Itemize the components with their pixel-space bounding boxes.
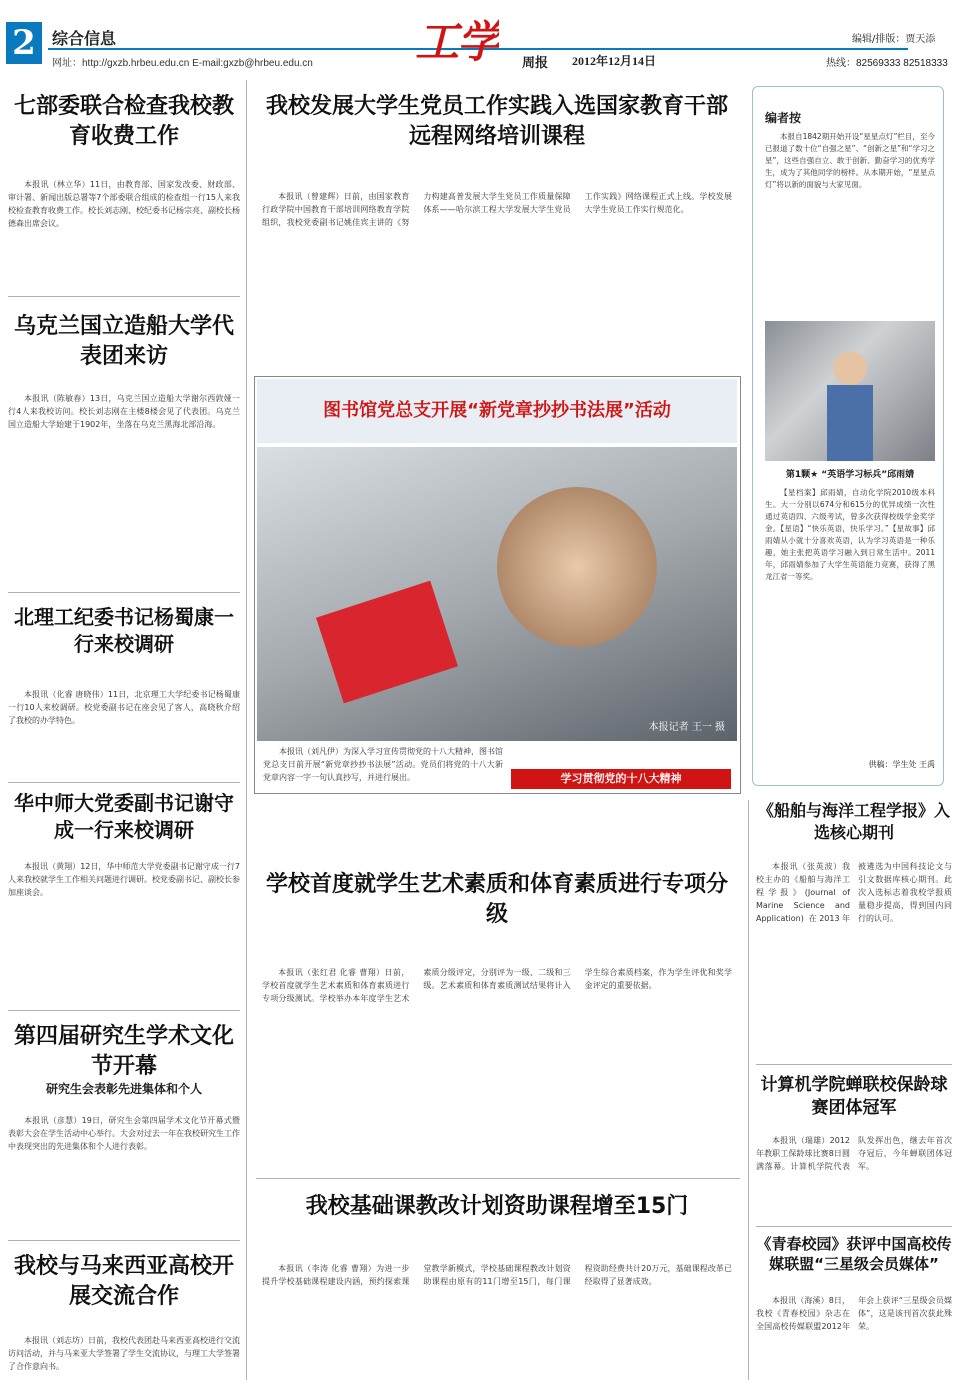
article-title[interactable]: 七部委联合检查我校教育收费工作 (13, 94, 234, 149)
divider (756, 1064, 952, 1065)
student-figure (833, 351, 867, 385)
section-title: 综合信息 (52, 29, 117, 48)
sidebar-intro: 本报自1842期开始开设“星星点灯”栏目，至今已报道了数十位“自强之星”、“创新之星”和“学习之星”，这些自强自立、敢于创新、勤奋学习的优秀学生，成为了其他同学的榜样。从本期开始，“星星点灯”将以新的面貌与大家见面。 (765, 132, 935, 189)
red-booklet (316, 581, 458, 704)
article-subtitle: 研究生会表彰先进集体和个人 (45, 1082, 202, 1096)
article-title[interactable]: 华中师大党委副书记谢守成一行来校调研 (14, 791, 234, 842)
article-title[interactable]: 我校基础课教改计划资助课程增至15门 (305, 1194, 689, 1219)
website-line[interactable]: 网址：http://gxzb.hrbeu.edu.cn E-mail:gxzb@hrbeu.edu.cn (52, 58, 313, 69)
photo-story-banner: 图书馆党总支开展“新党章抄抄书法展”活动 (257, 379, 737, 443)
divider (8, 1240, 240, 1241)
issue-date: 2012年12月14日 (572, 54, 657, 68)
contributor: 供稿：学生处 王禹 (868, 760, 935, 769)
article-title[interactable]: 我校发展大学生党员工作实践入选国家教育干部远程网络培训课程 (265, 94, 728, 149)
divider (8, 782, 240, 783)
article-title[interactable]: 我校与马来西亚高校开展交流合作 (13, 1254, 234, 1309)
photo-story-box (254, 376, 741, 794)
article-body: 本报讯（张红君 化睿 曹翔）日前，学校首度就学生艺术素质和体育素质进行专项分级测试。学校举办本年度学生艺术素质分级评定，分别评为一级、二级和三级。艺术素质和体育素质测试结果将计入学生综合素质档案，作为学生评优和奖学金评定的重要依据。 (262, 968, 732, 1003)
article-body: 本报讯（张英波）我校主办的《船舶与海洋工程学报》(Journal of Marine Science and Application) 在2013年被遴选为中国科技论文与引文数据库核心期刊。此次入选标志着我校学报质量稳步提高，得到国内同行的认可。 (756, 862, 952, 923)
divider (756, 1226, 952, 1227)
article-title[interactable]: 北理工纪委书记杨蜀康一行来校调研 (14, 605, 234, 656)
person-face (497, 487, 657, 647)
divider (8, 1010, 240, 1011)
newspaper-logo: 工学 (415, 17, 499, 68)
student-figure (827, 385, 873, 461)
article-title[interactable]: 学校首度就学生艺术素质和体育素质进行专项分级 (265, 872, 728, 927)
photo-credit: 本报记者 王一 摄 (648, 722, 725, 733)
article-title[interactable]: 《青春校园》获评中国高校传媒联盟“三星级会员媒体” (756, 1235, 952, 1274)
star-profile-box (752, 86, 944, 786)
article-title[interactable]: 《船舶与海洋工程学报》入选核心期刊 (757, 801, 950, 842)
profile-title: 第1颗★ “英语学习标兵”邱雨婧 (785, 470, 915, 480)
article-body: 本报讯（曾建辉）日前，由国家教育行政学院中国教育干部培训网络教育学院组织，我校党委副书记姚佳宾主讲的《努力构建高普发展大学生党员工作质量保障体系——哈尔滨工程大学发展大学生党员工作实践》网络课程正式上线。学校发展大学生党员工作实行规范化。 (262, 192, 732, 227)
sidebar-heading: 编者按 (765, 111, 802, 125)
article-body: 本报讯（李涛 化睿 曹翔）为进一步提升学校基础课程建设内涵，预约探索课堂教学新模式，学校基础课程教改计划资助课程由原有的11门增至15门，每门课程资助经费共计20万元，基础课程改革已经取得了显著成效。 (262, 1264, 732, 1286)
hotline: 热线：82569333 82518333 (826, 58, 948, 69)
campaign-tag: 学习贯彻党的十八大精神 (511, 769, 731, 789)
article-body: 本报讯（彦慧）19日，研究生会第四届学术文化节开幕式暨表彰大会在学生活动中心举行。大会对过去一年在我校研究生工作中表现突出的先进集体和个人进行表彰。 (8, 1116, 240, 1151)
divider (8, 296, 240, 297)
article-body: 本报讯（林立华）11日，由教育部、国家发改委、财政部、审计署、新闻出版总署等7个部委联合组成的检查组一行15人来我校检查教育收费工作。校长刘志刚、校纪委书记杨宗亮、副校长杨德森出席会议。 (8, 180, 240, 228)
article-body: 本报讯（陈敏春）13日，乌克兰国立造船大学谢尔西敦娅一行4人来我校访问。校长刘志刚在主楼8楼会见了代表团。乌克兰国立造船大学始建于1902年，坐落在乌克兰黑海北部沿海。 (8, 394, 240, 429)
article-body: 本报讯（海溪）8日，我校《青春校园》杂志在全国高校传媒联盟2012年年会上获评“三星级会员媒体”，这是该刊首次获此殊荣。 (756, 1296, 952, 1331)
photo-caption: 本报讯（刘凡伊）为深入学习宣传贯彻党的十八大精神，图书馆党总支日前开展“新党章抄抄书法展”活动。党员们将党的十八大新党章内容一字一句认真抄写，并进行展出。 (263, 747, 503, 782)
profile-body: 【星档案】邱雨婧，自动化学院2010级本科生。大一分别以674分和615分的优异成绩一次性通过英语四、六级考试，曾多次获得校级学金奖学金。【星语】“快乐英语，快乐学习。”【星故事】邱雨婧从小就十分喜欢英语，认为学习英语是一种乐趣，她主张把英语学习融入到日常生活中。2011年，邱雨婧参加了大学生英语能力竞赛，获得了黑龙江省一等奖。 (765, 488, 935, 581)
event-photo (257, 447, 737, 741)
column-divider (246, 80, 247, 1380)
student-photo (765, 321, 935, 461)
article-title[interactable]: 乌克兰国立造船大学代表团来访 (13, 314, 234, 369)
divider (8, 592, 240, 593)
weekly-label: 周报 (522, 56, 549, 71)
article-title[interactable]: 第四届研究生学术文化节开幕 (13, 1024, 234, 1079)
article-body: 本报讯（瑞雄）2012年教职工保龄球比赛8日圆满落幕。计算机学院代表队发挥出色，继去年首次夺冠后，今年蝉联团体冠军。 (756, 1136, 952, 1171)
page-number: 2 (6, 22, 42, 64)
article-title[interactable]: 计算机学院蝉联校保龄球赛团体冠军 (760, 1075, 948, 1118)
editor-credit: 编辑/排版：贾天添 (852, 34, 936, 45)
column-divider (748, 800, 749, 1380)
article-body: 本报讯（黄翔）12日，华中师范大学党委副书记谢守成一行7人来我校就学生工作相关问题进行调研。校党委副书记、副校长参加座谈会。 (8, 862, 240, 897)
divider (256, 1178, 740, 1179)
article-body: 本报讯（化睿 唐晓伟）11日，北京理工大学纪委书记杨蜀康一行10人来校调研。校党委副书记在座会见了客人，高晓秋介绍了我校的办学特色。 (8, 690, 240, 725)
article-body: 本报讯（刘志坊）日前，我校代表团赴马来西亚高校进行交流访问活动，并与马来亚大学签署了学生交流协议，与理工大学签署了合作意向书。 (8, 1336, 240, 1371)
